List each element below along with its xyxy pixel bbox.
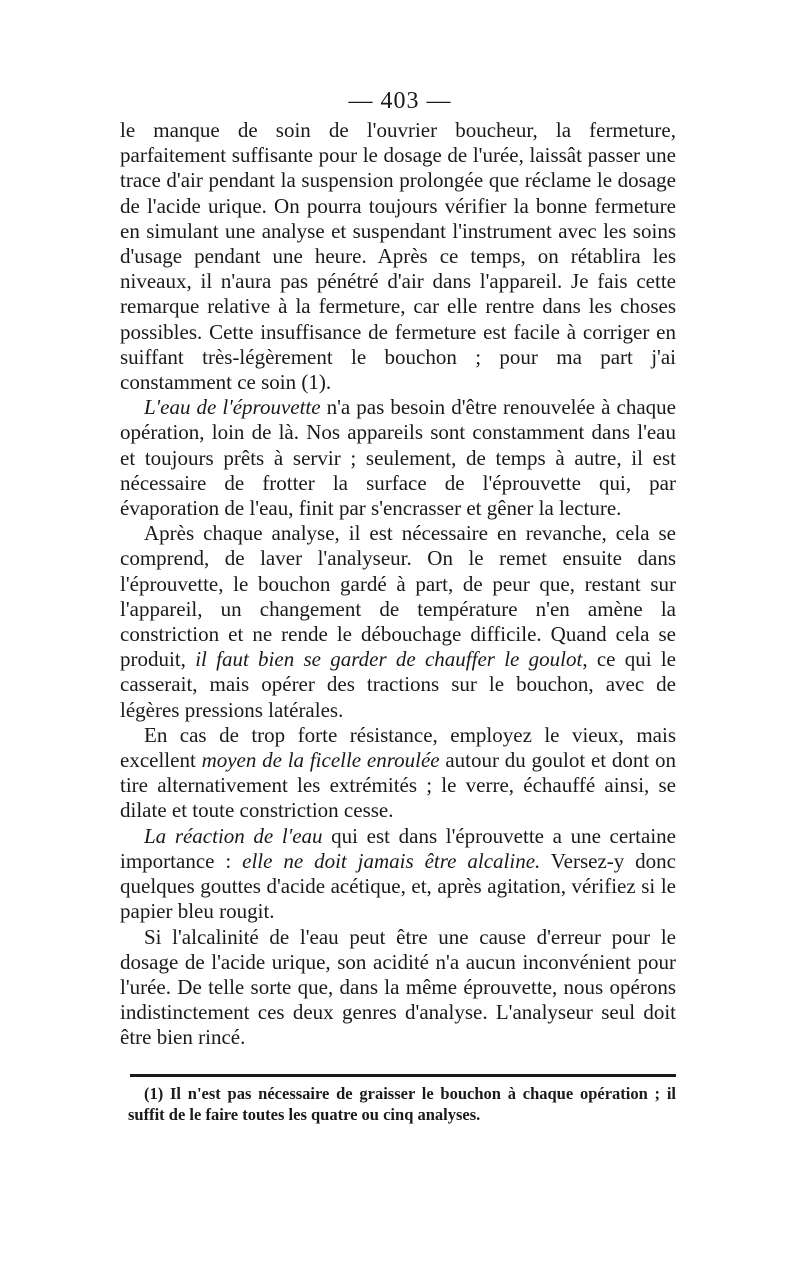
paragraph-2 [120, 395, 676, 521]
paragraph-3 [120, 521, 676, 723]
footnote-text: (1) Il n'est pas nécessaire de graisser le bouchon à chaque opération ; il suffit de le faire toutes les quatre ou cinq analyses. [128, 1084, 676, 1124]
text-segment: le manque de soin de l'ouvrier boucheur, la fermeture, parfaitement suffisante pour le dosage de l'urée, laissât passer une trace d'air pendant la suspension prolongée que réclame le dosage de l'acide urique. On pourra toujours vérifier la bonne fermeture en simulant une analyse et suspendant l'instrument avec les soins d'usage pendant une heure. Après ce temps, on rétablira les niveaux, il n'aura pas pénétré d'air dans l'appareil. Je fais cette remarque relative à la fermeture, car elle rentre dans les choses possibles. Cette insuffisance de fermeture est facile à corriger en suiffant très-légèrement le bouchon ; pour ma part j'ai constamment ce soin (1). [120, 118, 676, 395]
text-segment: n'a pas besoin d'être renouvelée à chaque opération, loin de là. Nos appareils sont constamment dans l'eau et toujours prêts à servir ; seulement, de temps à autre, il est nécessaire de frotter la surface de l'éprouvette qui, par évaporation de l'eau, finit par s'encrasser et gêner la lecture. [120, 395, 677, 521]
text-segment: qui est dans l'éprouvette a une certaine importance : [120, 823, 676, 873]
text-segment: Si l'alcalinité de l'eau peut être une cause d'erreur pour le dosage de l'acide urique, son acidité n'a aucun inconvénient pour l'urée. De telle sorte que, dans la même éprouvette, nous opérons indistinctement ces deux genres d'analyse. L'analyseur seul doit être bien rincé. [120, 924, 676, 1050]
italic-segment: il faut bien se garder de chauffer le goulot [195, 647, 583, 672]
text-segment: Après chaque analyse, il est nécessaire en revanche, cela se comprend, de laver l'analyseur. On le remet ensuite dans l'éprouvette, le bouchon gardé à part, de peur que, restant sur l'appareil, un changement de température n'en amène la constriction et ne rende le débouchage difficile. Quand cela se produit, [120, 521, 676, 672]
paragraph-6 [120, 925, 676, 1051]
italic-segment: La réaction de l'eau [144, 823, 323, 848]
body-text [120, 118, 676, 1051]
footnote-separator [130, 1074, 676, 1077]
footnote [128, 1083, 676, 1125]
paragraph-4 [120, 723, 676, 824]
paragraph-1 [120, 118, 676, 395]
paragraph-5 [120, 824, 676, 925]
page-number: — 403 — [348, 88, 452, 114]
italic-segment: elle ne doit jamais être alcaline. [242, 848, 541, 873]
text-segment: En cas de trop forte résistance, employez le vieux, mais excellent [120, 722, 676, 773]
italic-segment: moyen de la ficelle enroulée [201, 748, 440, 773]
text-segment: Versez-y donc quelques gouttes d'acide acétique, et, après agitation, vérifiez si le papier bleu rougit. [120, 848, 676, 924]
italic-segment: L'eau de l'éprouvette [144, 395, 321, 420]
text-segment: autour du goulot et dont on tire alternativement les extrémités ; le verre, échauffé ainsi, se dilate et toute constriction cesse. [120, 748, 677, 823]
text-segment: , ce qui le casserait, mais opérer des tractions sur le bouchon, avec de légères pressions latérales. [120, 647, 676, 722]
